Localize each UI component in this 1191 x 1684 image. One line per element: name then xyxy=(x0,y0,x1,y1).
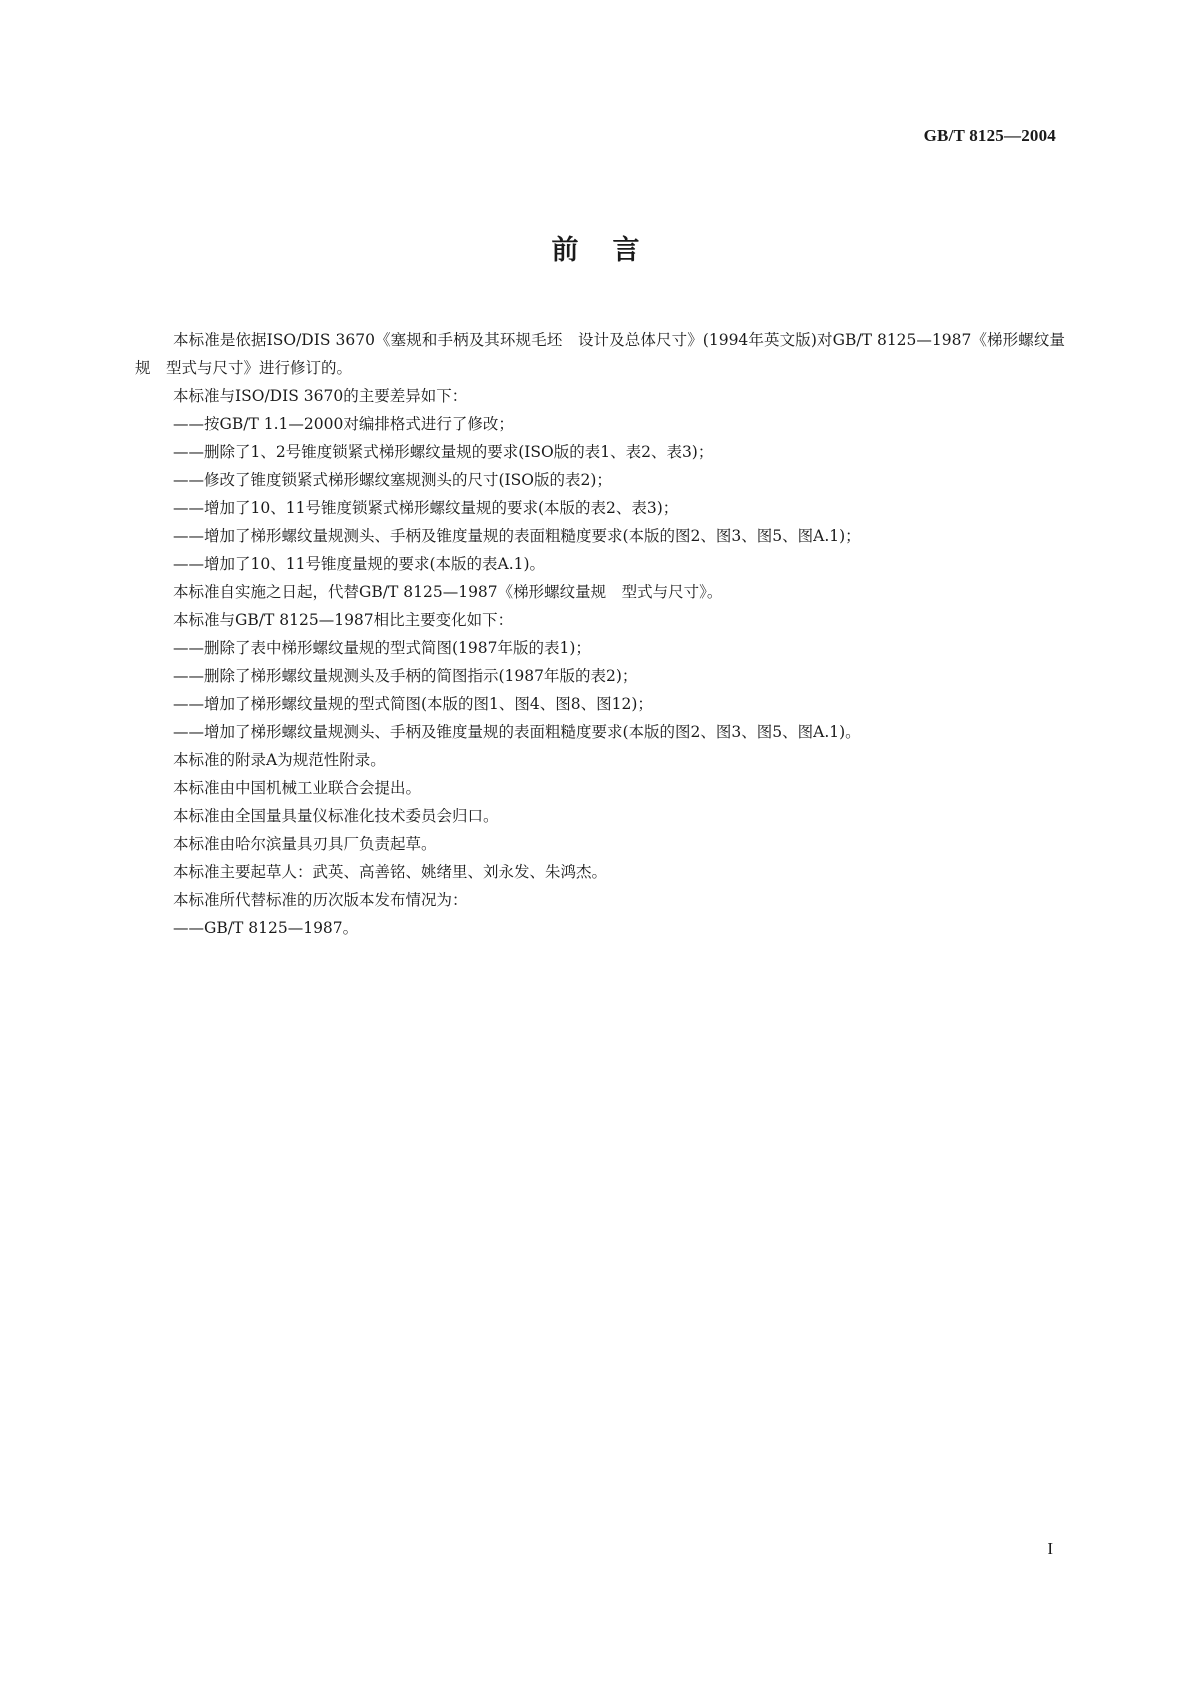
changes-heading: 本标准与GB/T 8125—1987相比主要变化如下： xyxy=(173,611,514,629)
list-item: ——删除了表中梯形螺纹量规的型式简图(1987年版的表1)； xyxy=(173,639,591,657)
proposer-paragraph: 本标准由中国机械工业联合会提出。 xyxy=(173,779,422,797)
replacement-paragraph: 本标准自实施之日起，代替GB/T 8125—1987《梯形螺纹量规 型式与尺寸》。 xyxy=(173,583,723,601)
list-item: ——增加了梯形螺纹量规的型式简图(本版的图1、图4、图8、图12)； xyxy=(173,695,653,713)
list-item: ——增加了梯形螺纹量规测头、手柄及锥度量规的表面粗糙度要求(本版的图2、图3、图5、图A.1)。 xyxy=(173,723,861,741)
list-item: ——修改了锥度锁紧式梯形螺纹塞规测头的尺寸(ISO版的表2)； xyxy=(173,471,612,489)
page-title: 前言 xyxy=(551,235,674,266)
list-item: ——删除了梯形螺纹量规测头及手柄的简图指示(1987年版的表2)； xyxy=(173,667,638,685)
list-item: ——删除了1、2号锥度锁紧式梯形螺纹量规的要求(ISO版的表1、表2、表3)； xyxy=(173,443,714,461)
drafter-org-paragraph: 本标准由哈尔滨量具刃具厂负责起草。 xyxy=(173,835,437,853)
intro-paragraph: 本标准是依据ISO/DIS 3670《塞规和手柄及其环规毛坯 设计及总体尺寸》(1994年英文版)对GB/T 8125—1987《梯形螺纹量规 型式与尺寸》进行修订的。 xyxy=(135,331,1065,377)
page-number: I xyxy=(1047,1539,1053,1558)
list-item: ——增加了10、11号锥度量规的要求(本版的表A.1)。 xyxy=(173,555,546,573)
standard-code: GB/T 8125—2004 xyxy=(923,126,1056,145)
drafters-paragraph: 本标准主要起草人：武英、高善铭、姚绪里、刘永发、朱鸿杰。 xyxy=(173,863,608,881)
list-item: ——增加了梯形螺纹量规测头、手柄及锥度量规的表面粗糙度要求(本版的图2、图3、图5、图A.1)； xyxy=(173,527,861,545)
list-item: ——按GB/T 1.1—2000对编排格式进行了修改； xyxy=(173,415,514,433)
committee-paragraph: 本标准由全国量具量仪标准化技术委员会归口。 xyxy=(173,807,499,825)
list-item: ——GB/T 8125—1987。 xyxy=(173,919,359,937)
appendix-paragraph: 本标准的附录A为规范性附录。 xyxy=(173,751,386,769)
list-item: ——增加了10、11号锥度锁紧式梯形螺纹量规的要求(本版的表2、表3)； xyxy=(173,499,679,517)
history-heading: 本标准所代替标准的历次版本发布情况为： xyxy=(173,891,468,909)
document-body xyxy=(135,326,1065,942)
differences-heading: 本标准与ISO/DIS 3670的主要差异如下： xyxy=(173,387,468,405)
